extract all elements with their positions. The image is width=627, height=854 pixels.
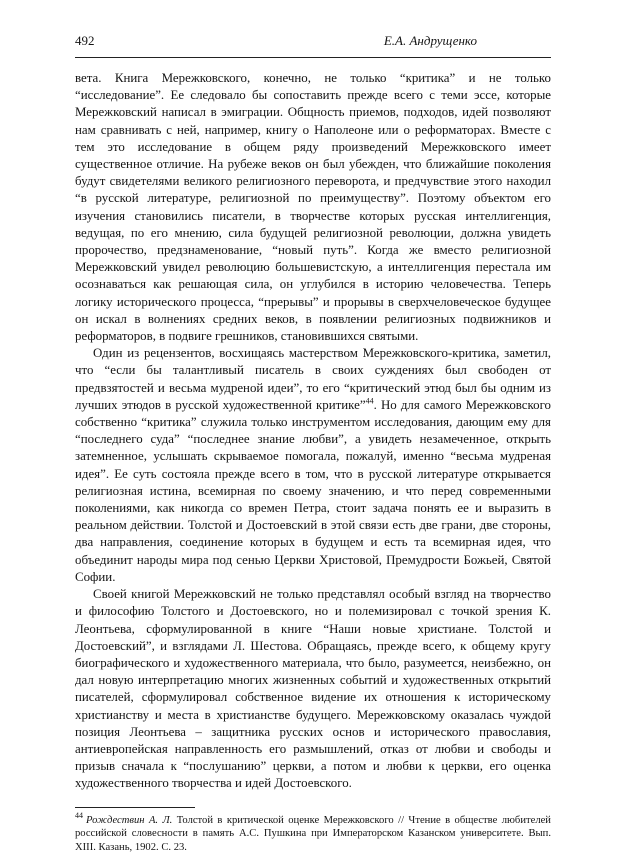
page-number: 492: [75, 33, 95, 48]
footnote-rule: [75, 807, 195, 808]
page-header: [75, 33, 551, 53]
paragraph-1: вета. Книга Мережковского, конечно, не только “критика” и не только “исследование”. Ее следовало бы сопоставить прежде всего с теми эссе, которые Мережковский написал в эмиграции. Общность приемов, подходов, идей позволяют нам сравнивать с ней, например, книгу о Наполеоне или о реформаторах. Вместе с тем это исследование в общем ряду произведений Мережковского имеет существенное отличие. На рубеже веков он был убежден, что ближайшие поколения будут свидетелями великого религиозного переворота, и предчувствие этого находил “в русской литературе, религиозной по преимуществу”. Поэтому объектом его изучения становились писатели, в творчестве которых русская интеллигенция, ведущая, по его мнению, сила будущей религиозной революции, должна увидеть пророчество, предзнаменование, “новый путь”. Когда же вместо религиозной Мережковский увидел революцию большевистскую, а интеллигенция перестала им осознаваться как решающая сила, он углубился в историю человечества. Теперь логику исторического процесса, “прерывы” и прорывы в сверхчеловеческое будущее он искал в волнениях средних веков, в появлении религиозных подвижников и реформаторов, в подвиге грешников, становившихся святыми.: [75, 71, 551, 344]
paragraph-2-part-1: Один из рецензентов, восхищаясь мастерством Мережковского-критика, заметил, что “если бы талантливый писатель в своих суждениях был свободен от предвзятостей и весьма мудреной идеи”, то его “критический этюд был бы одним из лучших этюдов в русской художественной критике”: [75, 346, 551, 412]
paragraph-2: [75, 345, 551, 586]
footnote-ref-44: 44: [365, 396, 374, 406]
footnote-number: 44: [75, 811, 83, 820]
paragraph-2-part-2: . Но для самого Мережковского собственно “критика” служила только инструментом исследования, дающим ему для “последнего суда” “последнее знание любви”, а увидеть незамеченное, открыть затемненное, услышать скрываемое помогала, пожалуй, именно “весьма мудреная идея”. Ее суть состояла прежде всего в том, что в русской литературе открывается религиозная истина, всемирная по своему значению, и что перед современными поколениями, как никогда со времен Петра, стоит задача понять ее и выразить в реальном действии. Толстой и Достоевский в этой связи есть две грани, две стороны, два направления, соединение которых в будущем и есть та всемирная идея, что объединит народы мира под сенью Церкви Христовой, Премудрости Божьей, Святой Софии.: [75, 397, 551, 584]
header-rule: [75, 57, 551, 58]
paragraph-3: Своей книгой Мережковский не только представлял особый взгляд на творчество и философию Толстого и Достоевского, но и полемизировал с точкой зрения К. Леонтьева, сформулированной в книге “Наши новые христиане. Толстой и Достоевский”, и взглядами Л. Шестова. Обращаясь, прежде всего, к общему кругу биографического и художественного материала, что было, разумеется, неизбежно, он дал новую интерпретацию многих жизненных событий и художественных открытий писателей, сформулировал собственное видение их отношения к историческому христианству и места в христианстве будущего. Мережковскому оказалась чуждой позиция Леонтьева – защитника русских основ и исторического православия, антиевропейская направленность его размышлений, отказ от любви и свободы и призыв сначала к “послушанию” церкви, а потом и любви к церкви, его оценка художественного творчества и идей Достоевского.: [75, 587, 551, 791]
body-text: [75, 70, 551, 793]
footnote: [75, 811, 551, 854]
running-head: Е.А. Андрущенко: [383, 33, 477, 48]
footnote-text: Толстой в критической оценке Мережковского // Чтение в обществе любителей российской словесности в память А.С. Пушкина при Императорском Казанском университете. Вып. XIII. Казань, 1902. С. 23.: [75, 814, 551, 853]
footnote-author: Рождествин А. Л.: [86, 814, 173, 826]
book-page: [75, 33, 551, 854]
